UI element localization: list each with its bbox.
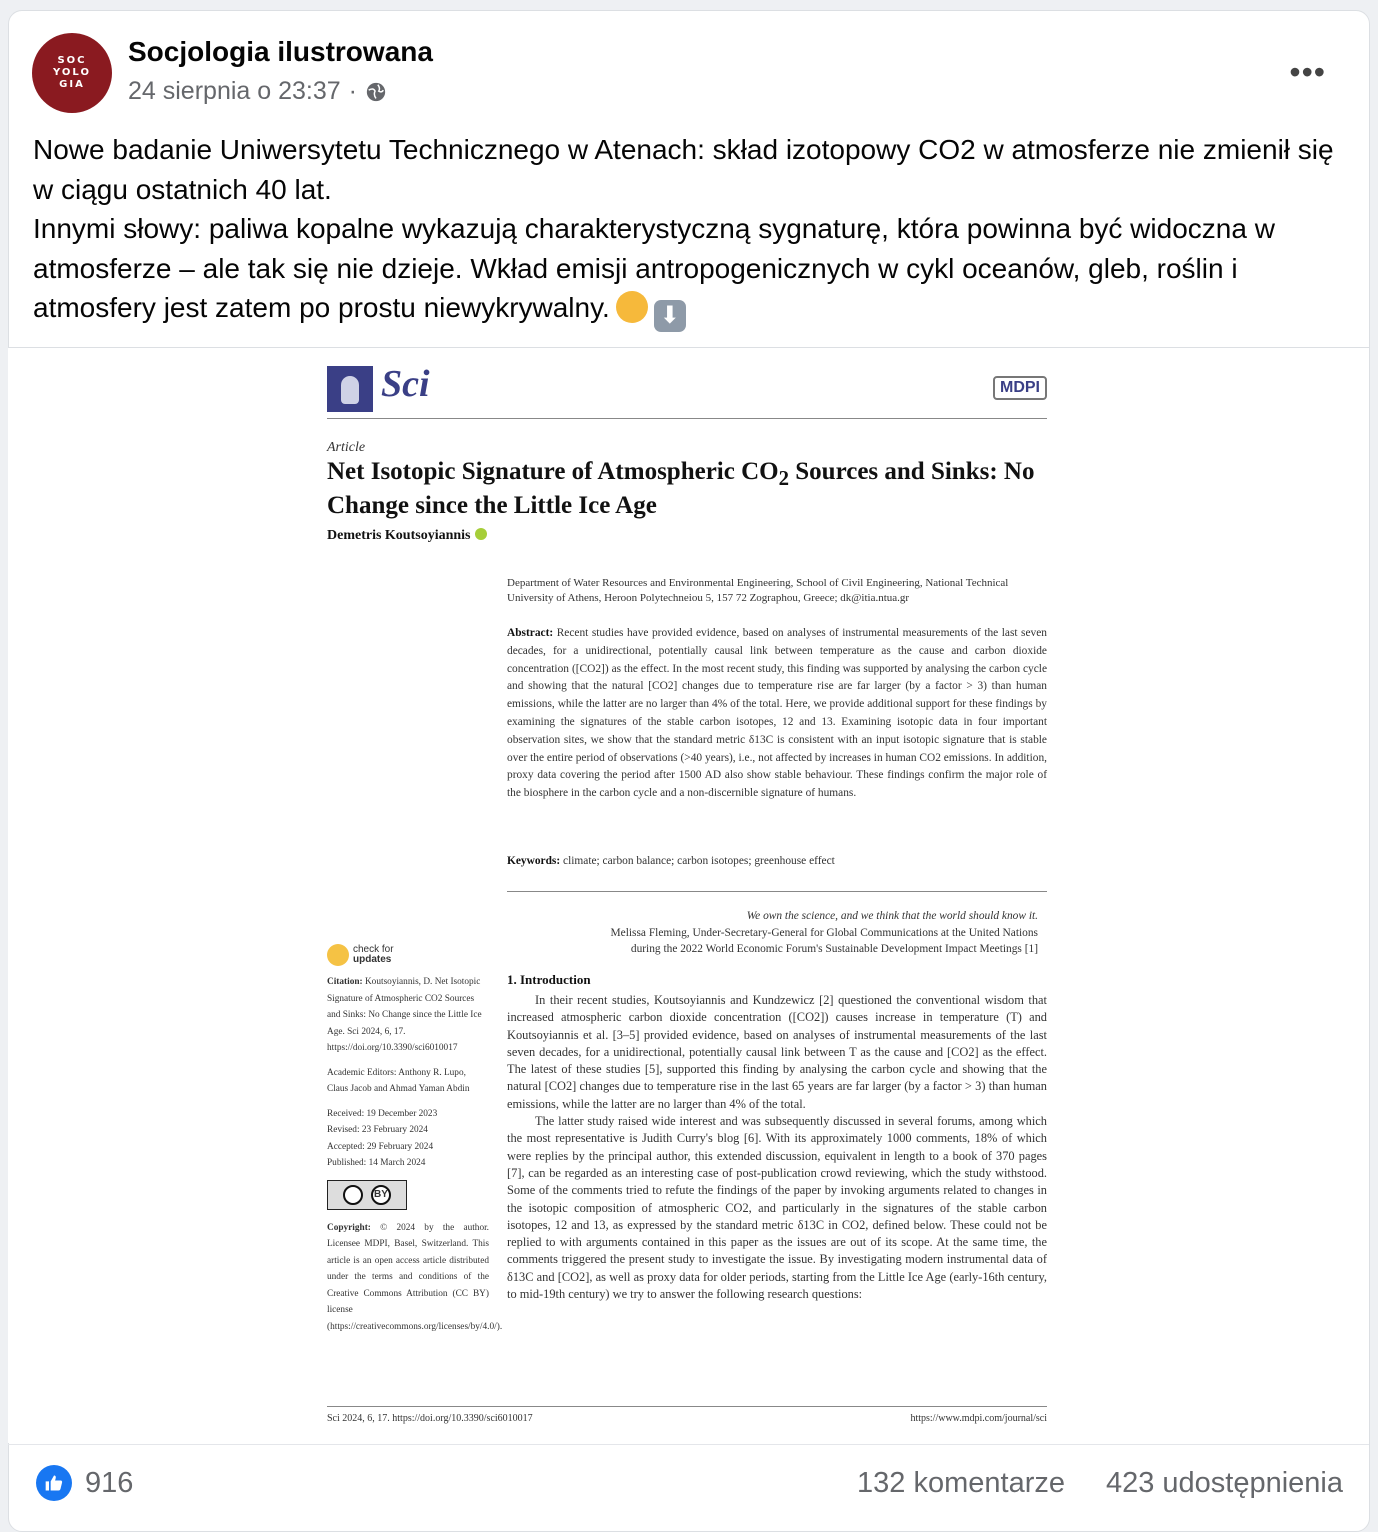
academic-editors: Academic Editors: Anthony R. Lupo, Claus Jacob and Ahmad Yaman Abdin (327, 1067, 470, 1094)
revised-date: Revised: 23 February 2024 (327, 1125, 428, 1135)
header-rule (327, 418, 1047, 419)
affiliation: Department of Water Resources and Environmental Engineering, School of Civil Engineering, National Technical University of Athens, Heroon Polytechneiou 5, 157 72 Zographou, Greece; dk@itia.ntua.gr (507, 577, 1009, 604)
epigraph-quote: We own the science, and we think that the world should know it. (746, 910, 1038, 922)
abstract (507, 625, 1047, 803)
abstract-rule (507, 891, 1047, 892)
check-updates-line1: check for (353, 944, 394, 955)
avatar[interactable]: SOC YOLO GIA (32, 33, 112, 113)
paper-title-b: Sources and Sinks: No Change since the Little Ice Age (327, 458, 1035, 519)
epigraph-attr-1: Melissa Fleming, Under-Secretary-General for Global Communications at the United Nations (610, 926, 1038, 939)
keywords (507, 855, 1047, 867)
globe-icon (365, 81, 387, 103)
intro-heading: 1. Introduction (507, 972, 591, 987)
thumbs-up-icon[interactable] (36, 1465, 72, 1501)
page-name[interactable]: Socjologia ilustrowana (128, 36, 433, 67)
citation-text: Koutsoyiannis, D. Net Isotopic Signature of Atmospheric CO2 Sources and Sinks: No Change since the Little Ice Age. Sci 2024, 6, 17. https://doi.org/10.3390/sci6010017 (327, 977, 482, 1053)
paper-title-a: Net Isotopic Signature of Atmospheric CO (327, 458, 779, 485)
paper-title-sub: 2 (778, 466, 790, 490)
paper-page (327, 358, 1047, 1438)
cc-icon (343, 1185, 363, 1205)
by-icon: BY (371, 1185, 391, 1205)
post-text-line1: Nowe badanie Uniwersytetu Technicznego w Atenach: skład izotopowy CO2 w atmosferze nie zmienił się w ciągu ostatnich 40 lat. (33, 134, 1334, 205)
sidebar-notes (327, 974, 503, 1343)
timestamp[interactable]: 24 sierpnia o 23:37 (128, 77, 341, 105)
mdpi-logo: MDPI (993, 376, 1047, 400)
copyright (327, 1220, 503, 1336)
intro-paragraph-1: In their recent studies, Koutsoyiannis and Kundzewicz [2] questioned the conventional wisdom that increased atmospheric carbon dioxide concentration ([CO2]) causes increase in temperature (T) and Koutsoyiannis et al. [3–5] provided evidence, based on analyses of instrumental measurements of the last seven decades, for a unidirectional, potentially causal link between T as the cause and [CO2] as the effect. The latest of these studies [5], supported this finding by analysing the carbon cycle and showing that the natural [CO2] changes due to temperature rise in the last 65 years are far larger (by a factor > 3) than human emissions, while the latter are no larger than 4% of the total. (507, 993, 1047, 1111)
paper-footer-citation: Sci 2024, 6, 17. https://doi.org/10.3390/sci6010017 (327, 1413, 533, 1424)
separator: · (348, 77, 357, 105)
paper-title (327, 458, 1047, 519)
footer-rule (327, 1406, 1047, 1407)
epigraph-attr-2: during the 2022 World Economic Forum's Sustainable Development Impact Meetings [1] (630, 943, 1038, 955)
paper-footer-url: https://www.mdpi.com/journal/sci (910, 1413, 1047, 1424)
citation-label: Citation: (327, 977, 363, 987)
cc-by-badge (327, 1180, 407, 1210)
epigraph (507, 908, 1038, 958)
post-text (33, 130, 1343, 332)
check-for-updates (327, 944, 394, 966)
post-text-line2 (33, 209, 1343, 332)
author-name: Demetris Koutsoyiannis (327, 528, 471, 543)
received-date: Received: 19 December 2023 (327, 1108, 438, 1119)
like-count[interactable]: 916 (85, 1467, 134, 1499)
sci-journal-logo (327, 366, 373, 412)
orcid-icon (475, 528, 487, 540)
intro-paragraph-2: The latter study raised wide interest and was subsequently discussed in several forums, among which the most representative is Judith Curry's blog [6]. With its approximately 1000 comments, 18% of which were replies by the principal author, this extended discussion, equivalent in length to a book of 370 pages [7], can be regarded as an interesting case of post-publication crowd reviewing, which the study withstood. Some of the comments tried to refute the findings of the paper by invoking arguments related to changes in the isotopic composition of atmospheric CO2, and particularly in the signatures of the stable carbon isotopes, 12 and 13, as expressed by the standard metric δ13C in CO2, defined below. These could not be replied to with arguments contained in this paper as the issues are out of its scope. At the same time, the comments triggered the present study to investigate the issue. By investigating modern instrumental data of δ13C and [CO2], as well as proxy data for older periods, starting from the Little Ice Age (early-16th century, to mid-19th century) we try to answer the following research questions: (507, 1114, 1047, 1302)
intro-body (507, 992, 1047, 1303)
article-type: Article (327, 440, 366, 455)
citation (327, 974, 489, 1057)
paper-author (327, 528, 487, 544)
post-footer (8, 1444, 1369, 1516)
thumbs-up-glyph (44, 1473, 64, 1493)
dates (327, 1106, 489, 1172)
more-options-icon[interactable]: ••• (1289, 54, 1326, 90)
shares-count[interactable]: 423 udostępnienia (1105, 1467, 1343, 1499)
person-shrugging-emoji (616, 291, 648, 323)
down-arrow-emoji: ⬇ (654, 300, 686, 332)
comments-count[interactable]: 132 komentarze (857, 1467, 1065, 1499)
accepted-date: Accepted: 29 February 2024 (327, 1141, 434, 1152)
check-updates-icon (327, 944, 349, 966)
copyright-label: Copyright: (327, 1222, 371, 1233)
published-date: Published: 14 March 2024 (327, 1158, 426, 1168)
keywords-label: Keywords: (507, 855, 561, 867)
post-meta (128, 77, 387, 106)
check-updates-text (353, 945, 394, 965)
check-updates-line2: updates (353, 954, 392, 965)
post-text-line2-body: Innymi słowy: paliwa kopalne wykazują charakterystyczną sygnaturę, która powinna być widoczna w atmosferze – ale tak się nie dzieje. Wkład emisji antropogenicznych w cykl oceanów, gleb, roślin i atmosfery jest zatem po prostu niewykrywalny. (33, 213, 1275, 323)
abstract-label: Abstract: (507, 627, 554, 639)
keywords-text: climate; carbon balance; carbon isotopes; greenhouse effect (563, 855, 835, 867)
abstract-text: Recent studies have provided evidence, based on analyses of instrumental measurements of the last seven decades, for a unidirectional, potentially causal link between temperature as the cause and carbon dioxide concentration ([CO2]) as the effect. In the most recent study, this finding was supported by analysing the carbon cycle and showing that the natural [CO2] changes due to temperature rise are far larger (by a factor > 3) than human emissions, while the latter are no larger than 4% of the total. Here, we provide additional support for these findings by examining the signatures of the stable carbon isotopes, 12 and 13. Examining isotopic data in four important observation sites, we show that the standard metric δ13C is consistent with an input isotopic signature that is stable over the entire period of observations (>40 years), i.e., not affected by increases in human CO2 emissions. In addition, proxy data covering the period after 1500 AD also show stable behaviour. These findings confirm the major role of the biosphere in the carbon cycle and a non-discernible signature of humans. (507, 627, 1047, 800)
journal-name: Sci (381, 363, 430, 405)
copyright-text: © 2024 by the author. Licensee MDPI, Basel, Switzerland. This article is an open access article distributed under the terms and conditions of the Creative Commons Attribution (CC BY) license (https://creativecommons.org/licenses/by/4.0/). (327, 1222, 503, 1332)
